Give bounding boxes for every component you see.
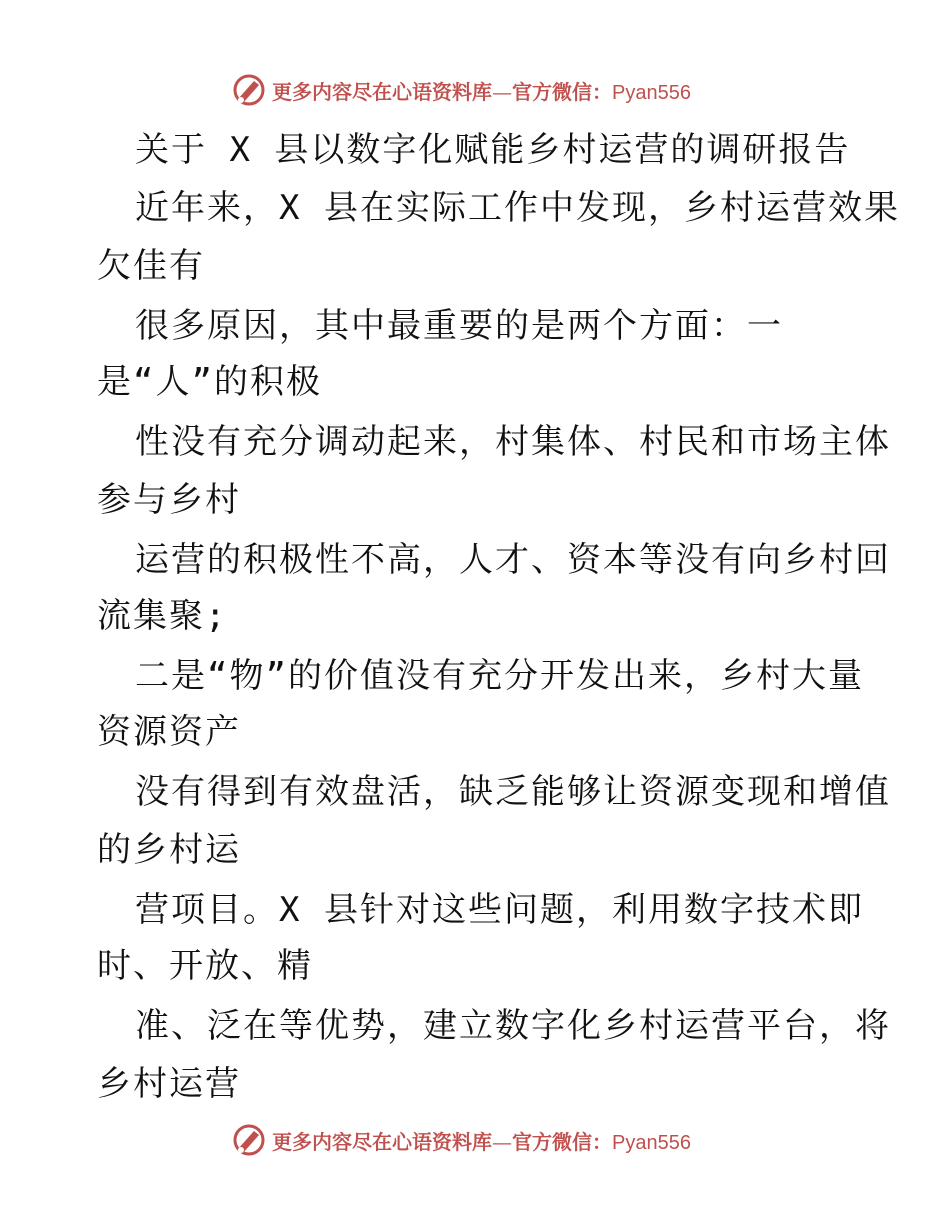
paragraph-line: 欠佳有 (97, 246, 205, 286)
paragraph-line: 乡村运营 (97, 1064, 241, 1104)
paragraph-line: 的乡村运 (97, 830, 241, 870)
paragraph-line: 近年来，X 县在实际工作中发现，乡村运营效果 (135, 188, 900, 228)
banner-dash: — (492, 79, 512, 104)
pen-circle-logo-icon (232, 1123, 266, 1157)
paragraph-line: 资源资产 (97, 712, 241, 752)
paragraph-line: 参与乡村 (97, 480, 241, 520)
paragraph-line: 流集聚; (97, 596, 228, 636)
header-banner (232, 70, 691, 110)
paragraph-line: 运营的积极性不高，人才、资本等没有向乡村回 (135, 540, 891, 580)
pen-circle-logo-icon (232, 73, 266, 107)
doc-title: 关于 X 县以数字化赋能乡村运营的调研报告 (135, 130, 851, 170)
paragraph-line: 营项目。X 县针对这些问题，利用数字技术即 (135, 890, 864, 930)
footer-banner (232, 1120, 691, 1160)
banner-wechat-id: Pyan556 (612, 1131, 691, 1154)
paragraph-line: 性没有充分调动起来，村集体、村民和市场主体 (135, 422, 891, 462)
paragraph-line: 准、泛在等优势，建立数字化乡村运营平台，将 (135, 1006, 891, 1046)
banner-title: 更多内容尽在心语资料库 (272, 1129, 492, 1154)
banner-text (272, 1126, 691, 1155)
banner-wechat-id: Pyan556 (612, 81, 691, 104)
paragraph-line: 是“人”的积极 (97, 362, 322, 402)
banner-official-label: 官方微信： (512, 79, 612, 104)
banner-title: 更多内容尽在心语资料库 (272, 79, 492, 104)
paragraph-line: 二是“物”的价值没有充分开发出来，乡村大量 (135, 656, 864, 696)
paragraph-line: 没有得到有效盘活，缺乏能够让资源变现和增值 (135, 772, 891, 812)
paragraph-line: 很多原因，其中最重要的是两个方面：一 (135, 306, 783, 346)
banner-official-label: 官方微信： (512, 1129, 612, 1154)
paragraph-line: 时、开放、精 (97, 946, 313, 986)
banner-text (272, 76, 691, 105)
banner-dash: — (492, 1129, 512, 1154)
